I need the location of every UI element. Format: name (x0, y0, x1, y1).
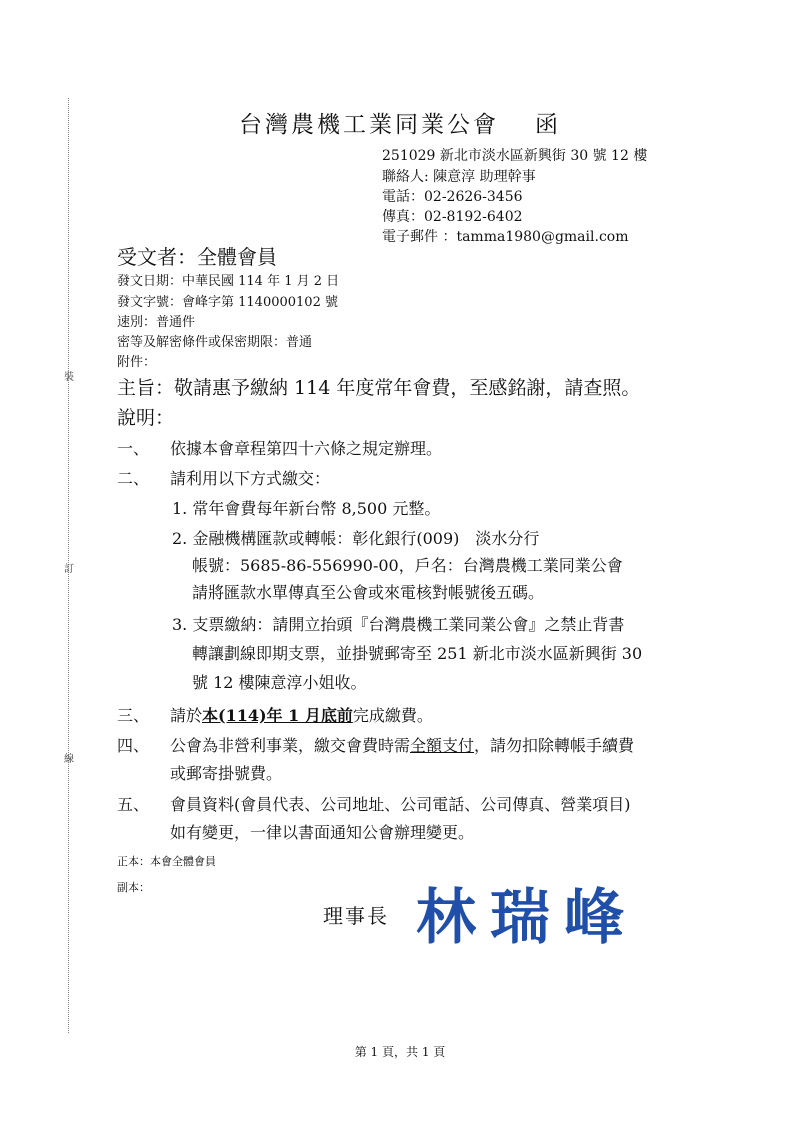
item-text: 請利用以下方式繳交： (170, 469, 331, 488)
sub-item: 3. 支票繳納：請開立抬頭『台灣農機工業同業公會』之禁止背書 (172, 615, 625, 634)
contact-person: 聯絡人: 陳意淳 助理幹事 (382, 169, 536, 185)
text: 公會為非營利事業，繳交會費時需 (170, 736, 411, 755)
secrecy: 密等及解密條件或保密期限：普通 (117, 335, 313, 350)
item-num: 三、 (117, 706, 150, 725)
doc-type: 函 (535, 112, 561, 138)
sub-item: 請將匯款水單傳真至公會或來電核對帳號後五碼。 (192, 583, 545, 602)
item-text: 會員資料(會員代表、公司地址、公司電話、公司傳真、營業項目) (170, 795, 631, 814)
sub-item: 號 12 樓陳意淳小姐收。 (192, 673, 367, 692)
binding-mark: 訂 (64, 564, 74, 575)
signature-seal (412, 880, 652, 950)
text: 完成繳費。 (352, 706, 433, 725)
explain-label: 說明： (117, 407, 175, 429)
item-text: 如有變更，一律以書面通知公會辦理變更。 (170, 823, 475, 842)
text: 請於 (170, 706, 203, 725)
binding-mark: 裝 (64, 372, 74, 383)
speed: 速別：普通件 (117, 315, 196, 330)
binding-mark: 線 (64, 754, 74, 765)
item-num: 二、 (117, 469, 150, 488)
doc-number: 發文字號：會峰字第 1140000102 號 (117, 295, 338, 310)
signature-name: 林瑞峰 (416, 883, 638, 950)
cc-copy: 副本： (117, 881, 150, 894)
org-name: 台灣農機工業同業公會 (239, 112, 499, 138)
item-text: 依據本會章程第四十六條之規定辦理。 (170, 439, 443, 458)
item-num: 四、 (117, 736, 150, 755)
subject: 主旨：敬請惠予繳納 114 年度常年會費，至感銘謝，請查照。 (117, 377, 641, 399)
item-text (170, 733, 634, 756)
text: ，請勿扣除轉帳手續費 (474, 736, 635, 755)
item-num: 五、 (117, 795, 150, 814)
letter-title (0, 106, 800, 139)
cc-main: 正本：本會全體會員 (117, 855, 216, 868)
item-text (170, 703, 433, 726)
phone: 電話：02-2626-3456 (382, 189, 523, 205)
sub-item: 轉讓劃線即期支票，並掛號郵寄至 251 新北市淡水區新興街 30 (192, 644, 643, 663)
sub-item: 帳號：5685-86-556990-00，戶名：台灣農機工業同業公會 (192, 556, 623, 575)
full-amount: 全額支付 (410, 736, 475, 755)
sender-address: 251029 新北市淡水區新興街 30 號 12 樓 (382, 148, 648, 164)
deadline: 本(114)年 1 月底前 (202, 706, 353, 725)
email: 電子郵件 ：tamma1980@gmail.com (382, 229, 629, 245)
issue-date: 發文日期：中華民國 114 年 1 月 2 日 (117, 274, 340, 289)
recipient: 受文者：全體會員 (117, 245, 277, 269)
item-num: 一、 (117, 439, 150, 458)
page-footer: 第 1 頁，共 1 頁 (354, 1045, 446, 1059)
sub-item: 1. 常年會費每年新台幣 8,500 元整。 (172, 499, 441, 518)
fax: 傳真：02-8192-6402 (382, 209, 523, 225)
sub-item: 2. 金融機構匯款或轉帳：彰化銀行(009) 淡水分行 (172, 529, 540, 548)
chairman-title: 理事長 (323, 904, 389, 928)
item-text: 或郵寄掛號費。 (170, 764, 283, 783)
attachment: 附件： (117, 355, 157, 370)
